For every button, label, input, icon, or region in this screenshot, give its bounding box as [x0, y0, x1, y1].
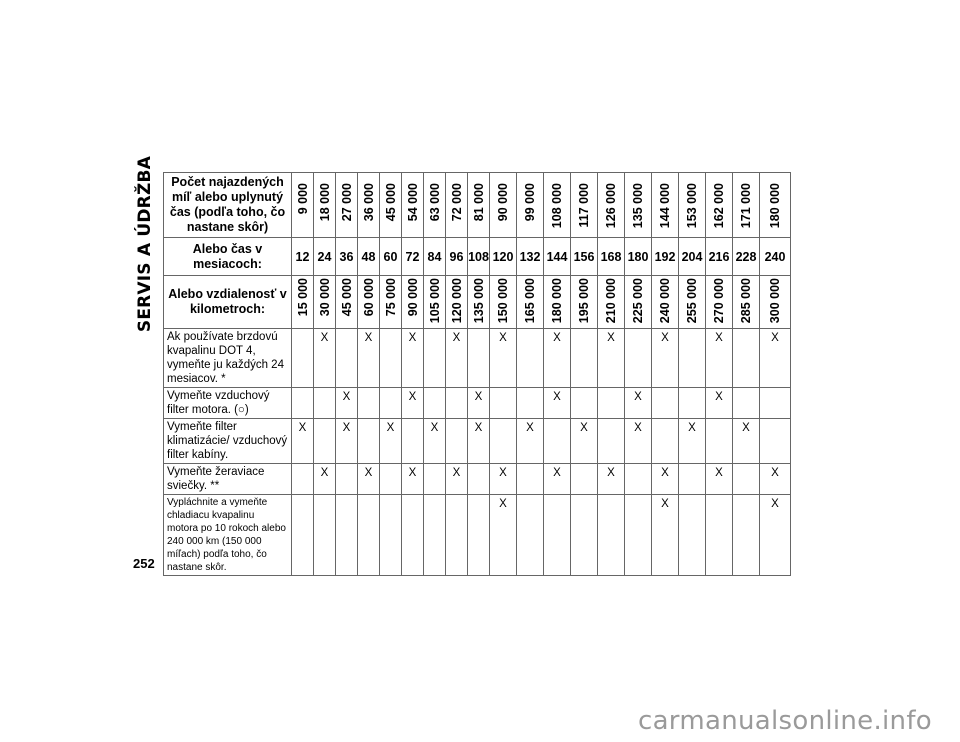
schedule-mark: X: [358, 464, 380, 495]
schedule-mark: [679, 329, 706, 388]
schedule-mark: [598, 388, 625, 419]
schedule-mark: [336, 464, 358, 495]
km-value: 15 000: [295, 278, 310, 317]
schedule-mark: [652, 388, 679, 419]
schedule-mark: X: [490, 329, 517, 388]
km-value: 240 000: [658, 278, 672, 324]
km-value: 120 000: [449, 278, 464, 324]
section-title: [128, 155, 162, 333]
schedule-mark: [625, 464, 652, 495]
km-value: 270 000: [712, 278, 726, 324]
miles-header-cell: [446, 173, 468, 238]
schedule-mark: X: [292, 419, 314, 464]
km-header-cell: [424, 276, 446, 329]
task-description: Vymeňte žeraviace sviečky. **: [164, 464, 292, 495]
km-value: 195 000: [577, 278, 591, 324]
km-header-cell: [490, 276, 517, 329]
km-header-cell: [625, 276, 652, 329]
miles-header-cell: [760, 173, 791, 238]
miles-header-cell: [468, 173, 490, 238]
header-row-km: [164, 276, 791, 329]
km-header-cell: [733, 276, 760, 329]
km-value: 30 000: [317, 278, 332, 317]
km-header-cell: [571, 276, 598, 329]
miles-value: 153 000: [685, 183, 699, 229]
miles-value: 126 000: [604, 183, 618, 229]
schedule-mark: [380, 495, 402, 576]
maintenance-schedule-table: [163, 172, 791, 576]
schedule-mark: X: [468, 388, 490, 419]
schedule-mark: X: [625, 419, 652, 464]
schedule-mark: X: [358, 329, 380, 388]
schedule-mark: [358, 388, 380, 419]
schedule-mark: [706, 495, 733, 576]
km-value: 75 000: [383, 278, 398, 317]
schedule-row: [164, 464, 791, 495]
km-value: 225 000: [631, 278, 645, 324]
schedule-mark: X: [424, 419, 446, 464]
months-value: 228: [733, 238, 760, 276]
miles-value: 72 000: [449, 183, 464, 222]
schedule-mark: [733, 329, 760, 388]
schedule-mark: [292, 464, 314, 495]
km-header-cell: [446, 276, 468, 329]
km-header-cell: [679, 276, 706, 329]
km-header-cell: [760, 276, 791, 329]
schedule-mark: [544, 495, 571, 576]
schedule-mark: [571, 495, 598, 576]
months-value: 12: [292, 238, 314, 276]
schedule-mark: X: [446, 329, 468, 388]
miles-header-cell: [571, 173, 598, 238]
schedule-mark: [490, 388, 517, 419]
schedule-mark: X: [760, 464, 791, 495]
schedule-mark: [468, 329, 490, 388]
km-header-cell: [402, 276, 424, 329]
km-header-cell: [598, 276, 625, 329]
schedule-mark: X: [652, 464, 679, 495]
schedule-mark: X: [625, 388, 652, 419]
months-value: 144: [544, 238, 571, 276]
km-value: 165 000: [523, 278, 537, 324]
schedule-mark: X: [468, 419, 490, 464]
schedule-mark: X: [544, 329, 571, 388]
schedule-mark: X: [490, 495, 517, 576]
watermark: carmanualsonline.info: [637, 706, 932, 736]
task-description: Vymeňte vzduchový filter motora. (○): [164, 388, 292, 419]
miles-header-cell: [380, 173, 402, 238]
schedule-mark: [314, 495, 336, 576]
miles-header-cell: [402, 173, 424, 238]
months-value: 120: [490, 238, 517, 276]
miles-value: 171 000: [739, 183, 753, 229]
schedule-mark: [358, 495, 380, 576]
schedule-mark: X: [402, 329, 424, 388]
schedule-mark: [625, 495, 652, 576]
miles-value: 45 000: [383, 183, 398, 222]
miles-value: 81 000: [471, 183, 486, 222]
schedule-mark: X: [544, 388, 571, 419]
schedule-row: [164, 329, 791, 388]
miles-value: 108 000: [550, 183, 564, 229]
task-description: Vypláchnite a vymeňte chladiacu kvapalinu motora po 10 rokoch alebo 240 000 km (150 000 míľach) podľa toho, čo nastane skôr.: [164, 495, 292, 576]
schedule-mark: X: [380, 419, 402, 464]
miles-header-cell: [625, 173, 652, 238]
schedule-mark: [380, 464, 402, 495]
schedule-mark: [679, 464, 706, 495]
schedule-mark: [468, 464, 490, 495]
miles-value: 36 000: [361, 183, 376, 222]
schedule-mark: [336, 329, 358, 388]
months-value: 108: [468, 238, 490, 276]
schedule-mark: X: [706, 464, 733, 495]
schedule-mark: X: [760, 329, 791, 388]
miles-value: 135 000: [631, 183, 645, 229]
miles-header-cell: [490, 173, 517, 238]
schedule-mark: X: [706, 329, 733, 388]
months-value: 60: [380, 238, 402, 276]
schedule-mark: [571, 329, 598, 388]
schedule-mark: [446, 419, 468, 464]
task-description: Ak používate brzdovú kvapalinu DOT 4, vymeňte ju každých 24 mesiacov. *: [164, 329, 292, 388]
months-value: 156: [571, 238, 598, 276]
schedule-mark: X: [679, 419, 706, 464]
months-value: 168: [598, 238, 625, 276]
km-header-cell: [706, 276, 733, 329]
months-value: 48: [358, 238, 380, 276]
km-header-cell: [380, 276, 402, 329]
schedule-mark: X: [598, 464, 625, 495]
schedule-row: [164, 419, 791, 464]
schedule-mark: [446, 495, 468, 576]
header-km-label: Alebo vzdialenosť v kilometroch:: [164, 276, 292, 329]
miles-header-cell: [598, 173, 625, 238]
miles-header-cell: [733, 173, 760, 238]
schedule-mark: [292, 388, 314, 419]
miles-header-cell: [706, 173, 733, 238]
schedule-row: [164, 495, 791, 576]
months-value: 132: [517, 238, 544, 276]
schedule-mark: [517, 388, 544, 419]
schedule-mark: [760, 419, 791, 464]
schedule-mark: X: [544, 464, 571, 495]
km-value: 105 000: [427, 278, 442, 324]
km-value: 150 000: [496, 278, 510, 324]
km-value: 45 000: [339, 278, 354, 317]
schedule-mark: X: [314, 464, 336, 495]
schedule-mark: [380, 388, 402, 419]
km-value: 180 000: [550, 278, 564, 324]
schedule-mark: [517, 329, 544, 388]
miles-value: 18 000: [317, 183, 332, 222]
miles-header-cell: [424, 173, 446, 238]
schedule-mark: [424, 495, 446, 576]
months-value: 192: [652, 238, 679, 276]
schedule-mark: [424, 464, 446, 495]
miles-value: 63 000: [427, 183, 442, 222]
km-value: 90 000: [405, 278, 420, 317]
schedule-mark: [598, 495, 625, 576]
schedule-mark: [652, 419, 679, 464]
schedule-mark: [679, 388, 706, 419]
schedule-mark: [571, 464, 598, 495]
schedule-mark: X: [598, 329, 625, 388]
schedule-mark: [402, 419, 424, 464]
task-description: Vymeňte filter klimatizácie/ vzduchový filter kabíny.: [164, 419, 292, 464]
schedule-mark: [733, 495, 760, 576]
schedule-mark: X: [402, 388, 424, 419]
schedule-mark: X: [517, 419, 544, 464]
schedule-mark: X: [446, 464, 468, 495]
km-value: 300 000: [768, 278, 782, 324]
km-header-cell: [314, 276, 336, 329]
schedule-mark: [314, 388, 336, 419]
months-value: 96: [446, 238, 468, 276]
schedule-mark: [760, 388, 791, 419]
schedule-mark: [679, 495, 706, 576]
miles-header-cell: [314, 173, 336, 238]
schedule-mark: [446, 388, 468, 419]
miles-value: 180 000: [768, 183, 782, 229]
section-title-text: SERVIS A ÚDRŽBA: [135, 155, 155, 333]
months-value: 72: [402, 238, 424, 276]
miles-header-cell: [517, 173, 544, 238]
km-header-cell: [652, 276, 679, 329]
schedule-row: [164, 388, 791, 419]
schedule-mark: [733, 464, 760, 495]
miles-header-cell: [652, 173, 679, 238]
km-header-cell: [544, 276, 571, 329]
miles-header-cell: [679, 173, 706, 238]
miles-header-cell: [544, 173, 571, 238]
schedule-mark: X: [706, 388, 733, 419]
schedule-mark: X: [652, 495, 679, 576]
miles-value: 144 000: [658, 183, 672, 229]
km-value: 135 000: [471, 278, 486, 324]
schedule-mark: X: [571, 419, 598, 464]
schedule-mark: [733, 388, 760, 419]
km-header-cell: [292, 276, 314, 329]
schedule-mark: [468, 495, 490, 576]
schedule-mark: [380, 329, 402, 388]
page-number: 252: [133, 556, 155, 571]
km-header-cell: [336, 276, 358, 329]
header-months-label: Alebo čas v mesiacoch:: [164, 238, 292, 276]
header-distance-label: Počet najazdených míľ alebo uplynutý čas (podľa toho, čo nastane skôr): [164, 173, 292, 238]
schedule-mark: [490, 419, 517, 464]
months-value: 180: [625, 238, 652, 276]
miles-value: 27 000: [339, 183, 354, 222]
miles-value: 54 000: [405, 183, 420, 222]
header-row-miles: [164, 173, 791, 238]
schedule-mark: X: [490, 464, 517, 495]
schedule-mark: X: [314, 329, 336, 388]
miles-header-cell: [292, 173, 314, 238]
schedule-mark: [517, 464, 544, 495]
schedule-mark: X: [733, 419, 760, 464]
schedule-mark: X: [336, 388, 358, 419]
months-value: 216: [706, 238, 733, 276]
miles-header-cell: [336, 173, 358, 238]
schedule-mark: [424, 388, 446, 419]
schedule-mark: [544, 419, 571, 464]
header-row-months: [164, 238, 791, 276]
schedule-mark: [314, 419, 336, 464]
km-value: 255 000: [685, 278, 699, 324]
schedule-mark: X: [402, 464, 424, 495]
schedule-mark: [424, 329, 446, 388]
miles-value: 9 000: [295, 183, 310, 215]
schedule-mark: [292, 329, 314, 388]
schedule-mark: [336, 495, 358, 576]
schedule-mark: [571, 388, 598, 419]
schedule-mark: [625, 329, 652, 388]
months-value: 84: [424, 238, 446, 276]
months-value: 24: [314, 238, 336, 276]
schedule-mark: X: [652, 329, 679, 388]
miles-header-cell: [358, 173, 380, 238]
miles-value: 117 000: [577, 183, 591, 228]
schedule-mark: [358, 419, 380, 464]
km-value: 285 000: [739, 278, 753, 324]
miles-value: 162 000: [712, 183, 726, 229]
months-value: 204: [679, 238, 706, 276]
schedule-mark: [517, 495, 544, 576]
schedule-mark: X: [760, 495, 791, 576]
miles-value: 99 000: [523, 183, 537, 222]
km-header-cell: [358, 276, 380, 329]
schedule-mark: [598, 419, 625, 464]
schedule-mark: [292, 495, 314, 576]
months-value: 36: [336, 238, 358, 276]
schedule-mark: [706, 419, 733, 464]
miles-value: 90 000: [496, 183, 510, 222]
km-header-cell: [468, 276, 490, 329]
km-value: 210 000: [604, 278, 618, 324]
schedule-mark: [402, 495, 424, 576]
km-header-cell: [517, 276, 544, 329]
months-value: 240: [760, 238, 791, 276]
schedule-mark: X: [336, 419, 358, 464]
km-value: 60 000: [361, 278, 376, 317]
